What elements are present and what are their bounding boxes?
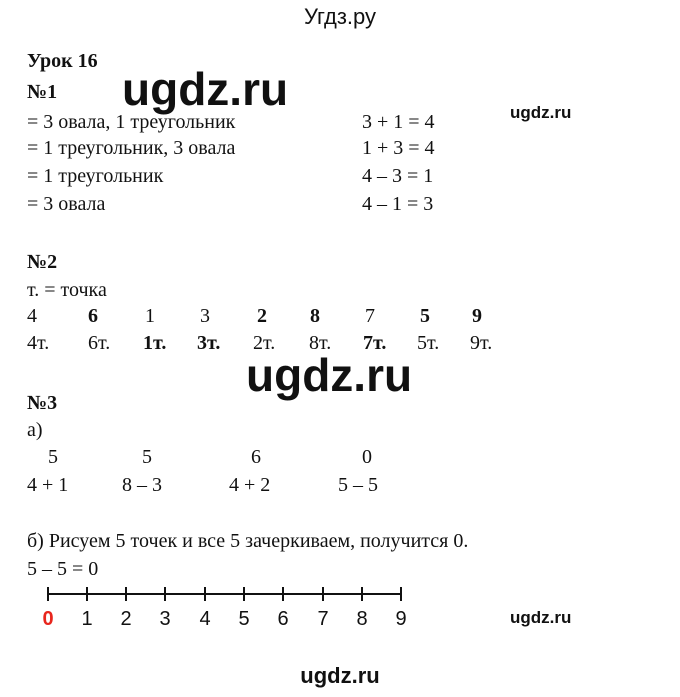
task2-dots-5: 2т. [253, 332, 276, 354]
number-line-label-0: 0 [42, 608, 54, 630]
watermark-middle: ugdz.ru [246, 349, 413, 401]
task2-number-7: 7 [365, 305, 375, 327]
task1-row-2-right: 1 + 3 = 4 [362, 137, 435, 159]
number-line-label-6: 6 [277, 608, 289, 630]
footer-watermark: ugdz.ru [300, 663, 380, 688]
number-line-label-3: 3 [159, 608, 171, 630]
task2-dots-1: 4т. [27, 332, 50, 354]
task1-number: №1 [27, 81, 58, 103]
task2-number-4: 3 [200, 305, 210, 327]
watermark-top: ugdz.ru [122, 63, 289, 115]
task3-result-2: 5 [142, 446, 152, 468]
task3-expr-4: 5 – 5 [338, 474, 378, 496]
lesson-title: Урок 16 [27, 50, 98, 72]
task2-dots-8: 5т. [417, 332, 440, 354]
task3-part-a: а) [27, 419, 43, 441]
watermark-right-top: ugdz.ru [510, 103, 572, 122]
task1-row-1-left: = 3 овала, 1 треугольник [27, 111, 236, 133]
task2-number-1: 4 [27, 305, 37, 327]
task1-row-3-left: = 1 треугольник [27, 165, 164, 187]
task3-result-3: 6 [251, 446, 261, 468]
number-line [0, 580, 680, 610]
task3-expr-1: 4 + 1 [27, 474, 69, 496]
task1-row-4-right: 4 – 1 = 3 [362, 193, 434, 215]
task2-number-5: 2 [257, 305, 267, 327]
task2-dots-3: 1т. [143, 332, 167, 354]
task3-part-b: б) Рисуем 5 точек и все 5 зачеркиваем, получится 0. [27, 530, 469, 552]
number-line-label-2: 2 [120, 608, 132, 630]
task2-legend: т. = точка [27, 279, 107, 301]
task3-result-4: 0 [362, 446, 372, 468]
task1-row-1-right: 3 + 1 = 4 [362, 111, 435, 133]
number-line-label-1: 1 [81, 608, 93, 630]
task3-equation: 5 – 5 = 0 [27, 558, 99, 580]
task2-number: №2 [27, 251, 58, 273]
task2-dots-2: 6т. [88, 332, 111, 354]
task3-expr-3: 4 + 2 [229, 474, 271, 496]
task1-row-3-right: 4 – 3 = 1 [362, 165, 434, 187]
site-title: Угдз.ру [303, 4, 377, 29]
task2-number-3: 1 [145, 305, 155, 327]
number-line-label-9: 9 [395, 608, 407, 630]
watermark-right-bottom: ugdz.ru [510, 608, 572, 627]
task2-dots-4: 3т. [197, 332, 221, 354]
task2-dots-7: 7т. [363, 332, 387, 354]
task2-number-9: 9 [472, 305, 482, 327]
task2-number-6: 8 [310, 305, 320, 327]
task2-dots-9: 9т. [470, 332, 493, 354]
number-line-label-5: 5 [238, 608, 250, 630]
number-line-label-4: 4 [199, 608, 211, 630]
task2-number-8: 5 [420, 305, 430, 327]
task3-expr-2: 8 – 3 [122, 474, 162, 496]
task1-row-2-left: = 1 треугольник, 3 овала [27, 137, 236, 159]
task2-dots-6: 8т. [309, 332, 332, 354]
task1-row-4-left: = 3 овала [27, 193, 106, 215]
task3-result-1: 5 [48, 446, 58, 468]
task2-number-2: 6 [88, 305, 98, 327]
task3-number: №3 [27, 392, 58, 414]
number-line-label-7: 7 [317, 608, 329, 630]
number-line-label-8: 8 [356, 608, 368, 630]
